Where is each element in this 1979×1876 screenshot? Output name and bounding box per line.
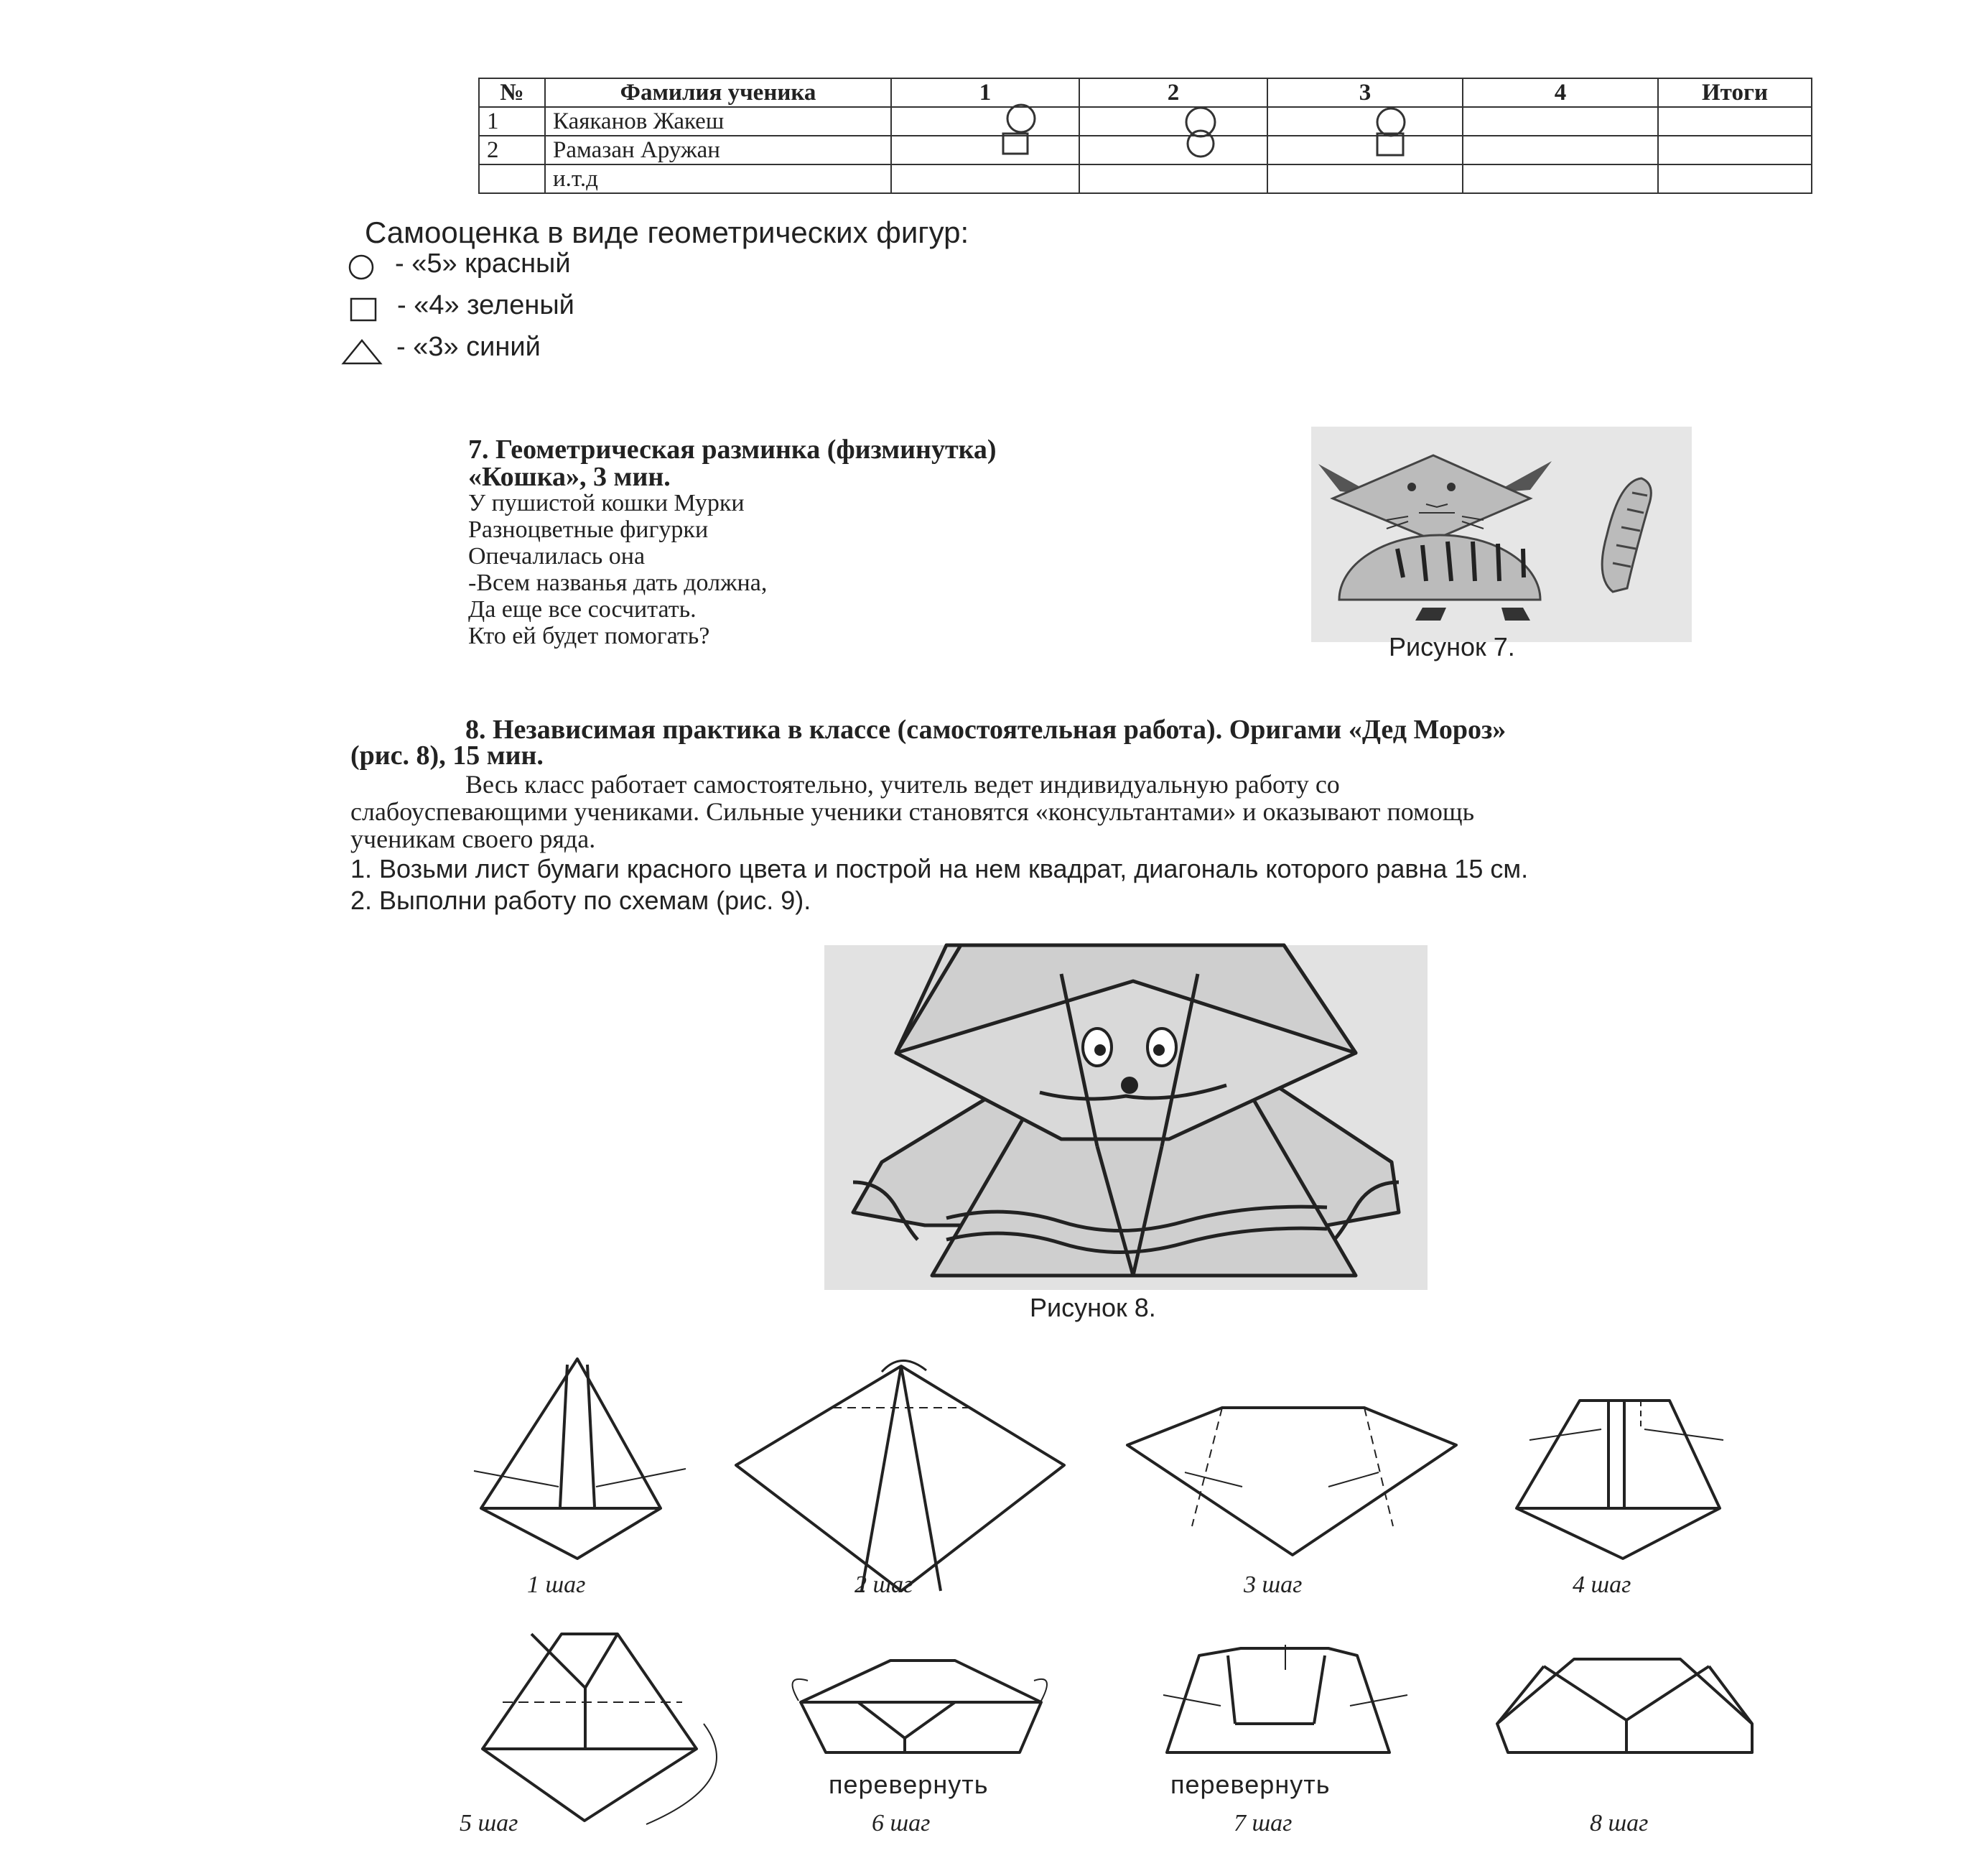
- square-icon: [1003, 134, 1028, 154]
- para1-line2: слабоуспевающими учениками. Сильные ученики становятся «консультантами» и оказывают помощь: [350, 797, 1474, 826]
- section8-subtitle: (рис. 8), 15 мин.: [350, 740, 544, 771]
- circle-icon: [1377, 108, 1405, 136]
- ded-moroz-figure: [824, 945, 1428, 1290]
- list-item-1: 1. Возьми лист бумаги красного цвета и построй на нем квадрат, диагональ которого равна 15 см.: [350, 854, 1529, 883]
- step-3-diagram: [1127, 1408, 1456, 1555]
- step-7-flip-label: перевернуть: [1170, 1770, 1331, 1799]
- step-6-caption: 6 шаг: [872, 1810, 931, 1836]
- circle-icon: [1186, 108, 1215, 136]
- poem-line: Опечалилась она: [468, 543, 646, 570]
- row-name: Каяканов Жакеш: [545, 107, 891, 136]
- header-task-2: 2: [1079, 78, 1267, 107]
- row-num: 1: [479, 107, 545, 136]
- triangle-icon: [342, 336, 385, 368]
- step-6-diagram: [793, 1661, 1047, 1752]
- square-icon: [350, 296, 378, 325]
- step-3-caption: 3 шаг: [1244, 1571, 1303, 1598]
- section7-subtitle: «Кошка», 3 мин.: [468, 462, 671, 492]
- legend-label: - «5» красный: [395, 249, 571, 279]
- step-5-caption: 5 шаг: [460, 1810, 518, 1836]
- step-4-caption: 4 шаг: [1573, 1571, 1631, 1598]
- header-num: №: [479, 78, 545, 107]
- step-2-caption: 2 шаг: [855, 1571, 913, 1598]
- figure7-caption: Рисунок 7.: [1389, 632, 1515, 661]
- legend-label: - «4» зеленый: [397, 290, 574, 320]
- step-1-diagram: [474, 1359, 686, 1559]
- header-total: Итоги: [1658, 78, 1812, 107]
- step-7-diagram: [1163, 1645, 1407, 1752]
- row-name: Рамазан Аружан: [545, 136, 891, 164]
- header-name: Фамилия ученика: [545, 78, 891, 107]
- legend-item: [350, 290, 574, 321]
- poem-line: -Всем названья дать должна,: [468, 570, 768, 596]
- step-8-caption: 8 шаг: [1590, 1810, 1649, 1836]
- cat-figure: [1311, 427, 1692, 642]
- list-item-2: 2. Выполни работу по схемам (рис. 9).: [350, 886, 811, 915]
- poem-line: Кто ей будет помогать?: [468, 623, 710, 649]
- circle-icon: [348, 253, 377, 282]
- circle-icon: [1007, 105, 1035, 132]
- row-num: 2: [479, 136, 545, 164]
- legend-item: [342, 332, 541, 363]
- section8-title: 8. Независимая практика в классе (самостоятельная работа). Оригами «Дед Мороз»: [465, 715, 1507, 745]
- step-1-caption: 1 шаг: [527, 1571, 586, 1598]
- para1-line1: Весь класс работает самостоятельно, учитель ведет индивидуальную работу со: [465, 770, 1340, 799]
- step-2-diagram: [736, 1360, 1064, 1591]
- poem-line: Разноцветные фигурки: [468, 516, 709, 543]
- step-7-caption: 7 шаг: [1234, 1810, 1293, 1836]
- circle-icon: [1188, 131, 1214, 157]
- figure8-caption: Рисунок 8.: [1030, 1293, 1156, 1322]
- poem-line: Да еще все сосчитать.: [468, 596, 697, 623]
- header-task-4: 4: [1463, 78, 1658, 107]
- step-6-flip-label: перевернуть: [829, 1770, 989, 1799]
- step-5-diagram: [483, 1634, 717, 1824]
- step-8-diagram: [1497, 1659, 1752, 1752]
- table-grade-marks: [0, 0, 1979, 215]
- legend-label: - «3» синий: [396, 332, 541, 362]
- section7-title: 7. Геометрическая разминка (физминутка): [468, 435, 997, 465]
- para1-line3: ученикам своего ряда.: [350, 825, 596, 853]
- poem-line: У пушистой кошки Мурки: [468, 490, 745, 516]
- square-icon: [1377, 134, 1403, 155]
- folding-steps-diagram: [0, 1350, 1979, 1853]
- header-task-1: 1: [891, 78, 1079, 107]
- legend-title: Самооценка в виде геометрических фигур:: [365, 215, 969, 249]
- header-task-3: 3: [1267, 78, 1463, 107]
- step-4-diagram: [1517, 1401, 1723, 1559]
- row-name: и.т.д: [545, 164, 891, 193]
- legend-item: [348, 249, 571, 279]
- poem: [468, 490, 767, 649]
